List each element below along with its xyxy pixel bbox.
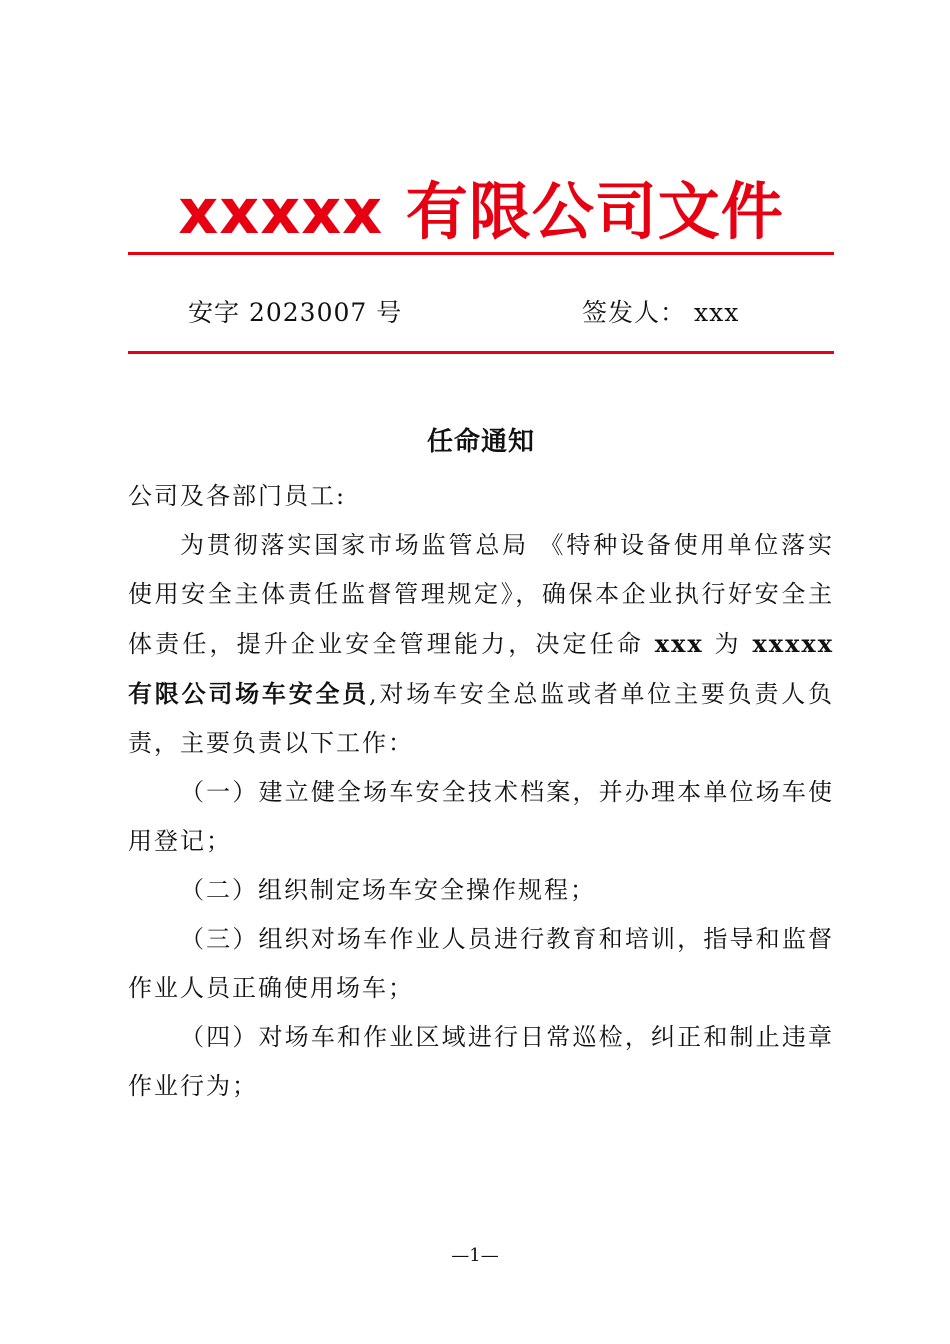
header-red-rule-top	[128, 252, 834, 255]
duty-item-3: （三）组织对场车作业人员进行教育和培训，指导和监督作业人员正确使用场车；	[128, 925, 834, 1002]
duty-item-2: （二）组织制定场车安全操作规程；	[180, 876, 596, 904]
appointment-text-1: 为贯彻落实国家市场监管总局 《特种设备使用单位落实使用安全主体责任监督管理规定》，确保本企业执行好安全主体责任，提升企业安全管理能力，决定任命	[128, 531, 834, 658]
salutation: 公司及各部门员工:	[128, 482, 347, 510]
notice-title: 任命通知	[426, 427, 535, 457]
appointment-text-3: ,对场车安全总监或者单位主要负责人负责，主要负责以下工作：	[128, 680, 834, 757]
issuer-value: xxx	[694, 298, 740, 327]
appointed-position: xxxxx 有限公司场车安全员	[128, 629, 834, 708]
page-number: —1—	[451, 1245, 499, 1266]
issuer-label: 签发人：	[582, 298, 687, 327]
notice-body	[128, 472, 834, 1111]
duty-item-4: （四）对场车和作业区域进行日常巡检，纠正和制止违章作业行为；	[128, 1023, 834, 1100]
appointee-name: xxx	[654, 629, 704, 658]
issuer-line	[582, 293, 739, 333]
duty-item-1: （一）建立健全场车安全技术档案，并办理本单位场车使用登记；	[128, 778, 834, 855]
document-header-title: xxxxx 有限公司文件	[178, 175, 784, 248]
appointment-text-2: 为	[703, 630, 753, 658]
document-number: 安字 2023007 号	[188, 298, 403, 327]
header-red-rule-bottom	[128, 351, 834, 354]
appointment-paragraph	[128, 521, 834, 768]
